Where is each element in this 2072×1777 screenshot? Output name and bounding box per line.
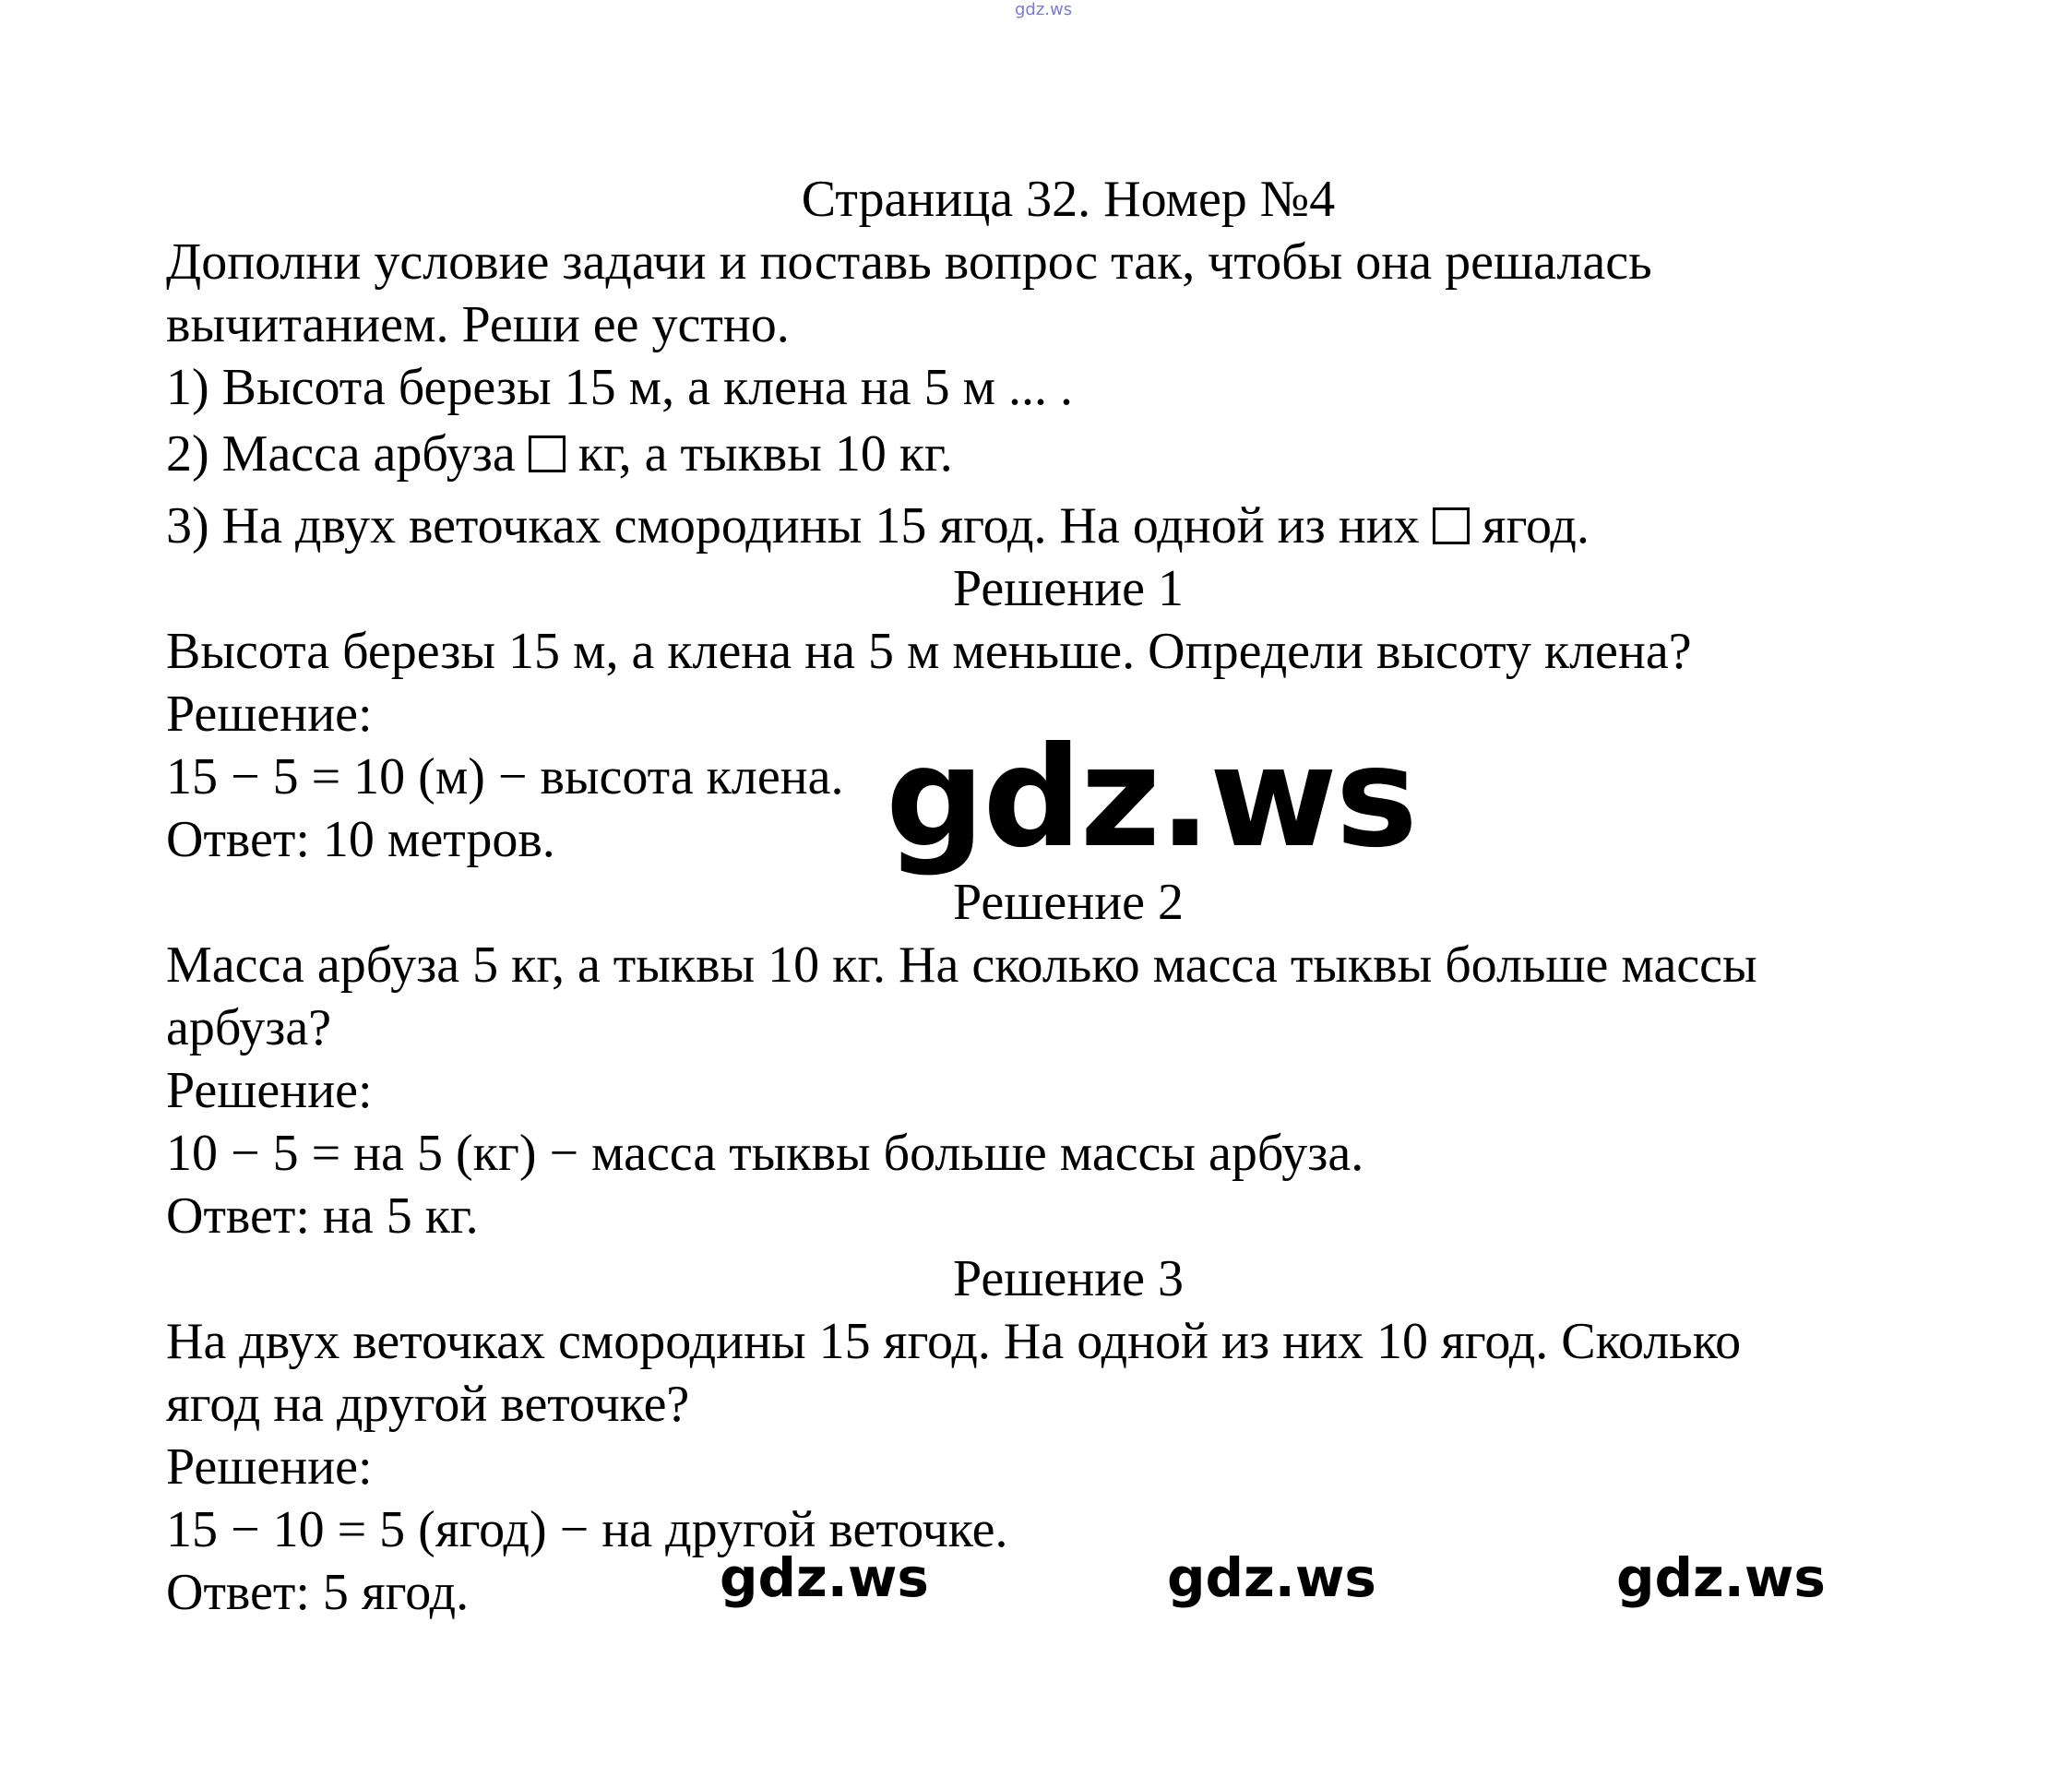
watermark-bottom-3: gdz.ws	[1616, 1546, 1826, 1609]
solution-2-line-5: Ответ: на 5 кг.	[166, 1187, 479, 1245]
task-item-3-start: 3) На двух веточках смородины 15 ягод. На одной из них	[166, 497, 1420, 555]
solution-1-heading: Решение 1	[952, 560, 1185, 617]
solution-1-line-1: Высота березы 15 м, а клена на 5 м меньше. Определи высоту клена?	[166, 623, 1692, 680]
solution-2-line-3: Решение:	[166, 1062, 373, 1119]
task-text-line-1: Дополни условие задачи и поставь вопрос так, чтобы она решалась	[166, 233, 1652, 291]
empty-box-icon	[529, 435, 566, 472]
solution-1-line-3: 15 − 5 = 10 (м) − высота клена.	[166, 748, 844, 805]
solution-3-line-3: Решение:	[166, 1438, 373, 1496]
task-item-2-end: кг, а тыквы 10 кг.	[578, 425, 953, 483]
solution-3-heading: Решение 3	[952, 1250, 1185, 1307]
page-title: Страница 32. Номер №4	[801, 171, 1336, 228]
solution-2-heading: Решение 2	[952, 874, 1185, 931]
empty-box-icon	[1433, 507, 1470, 544]
solution-2-line-2: арбуза?	[166, 999, 332, 1056]
task-item-2	[166, 423, 953, 485]
solution-1-line-2: Решение:	[166, 686, 373, 743]
watermark-bottom-1: gdz.ws	[720, 1546, 929, 1609]
task-item-3-end: ягод.	[1482, 497, 1590, 555]
watermark-big: gdz.ws	[886, 718, 1416, 878]
solution-3-line-2: ягод на другой веточке?	[166, 1376, 690, 1433]
solution-2-line-4: 10 − 5 = на 5 (кг) − масса тыквы больше массы арбуза.	[166, 1125, 1364, 1182]
watermark-bottom-2: gdz.ws	[1167, 1546, 1376, 1609]
solution-3-line-5: Ответ: 5 ягод.	[166, 1564, 470, 1621]
task-item-3	[166, 495, 1590, 557]
task-item-1: 1) Высота березы 15 м, а клена на 5 м ... .	[166, 359, 1074, 416]
solution-3-line-1: На двух веточках смородины 15 ягод. На одной из них 10 ягод. Сколько	[166, 1313, 1742, 1370]
solution-1-line-4: Ответ: 10 метров.	[166, 811, 555, 868]
solution-3-line-4: 15 − 10 = 5 (ягод) − на другой веточке.	[166, 1501, 1008, 1558]
solution-2-line-1: Масса арбуза 5 кг, а тыквы 10 кг. На сколько масса тыквы больше массы	[166, 936, 1757, 994]
watermark-top: gdz.ws	[1015, 0, 1073, 19]
task-item-2-start: 2) Масса арбуза	[166, 425, 516, 483]
task-text-line-2: вычитанием. Реши ее устно.	[166, 296, 790, 353]
